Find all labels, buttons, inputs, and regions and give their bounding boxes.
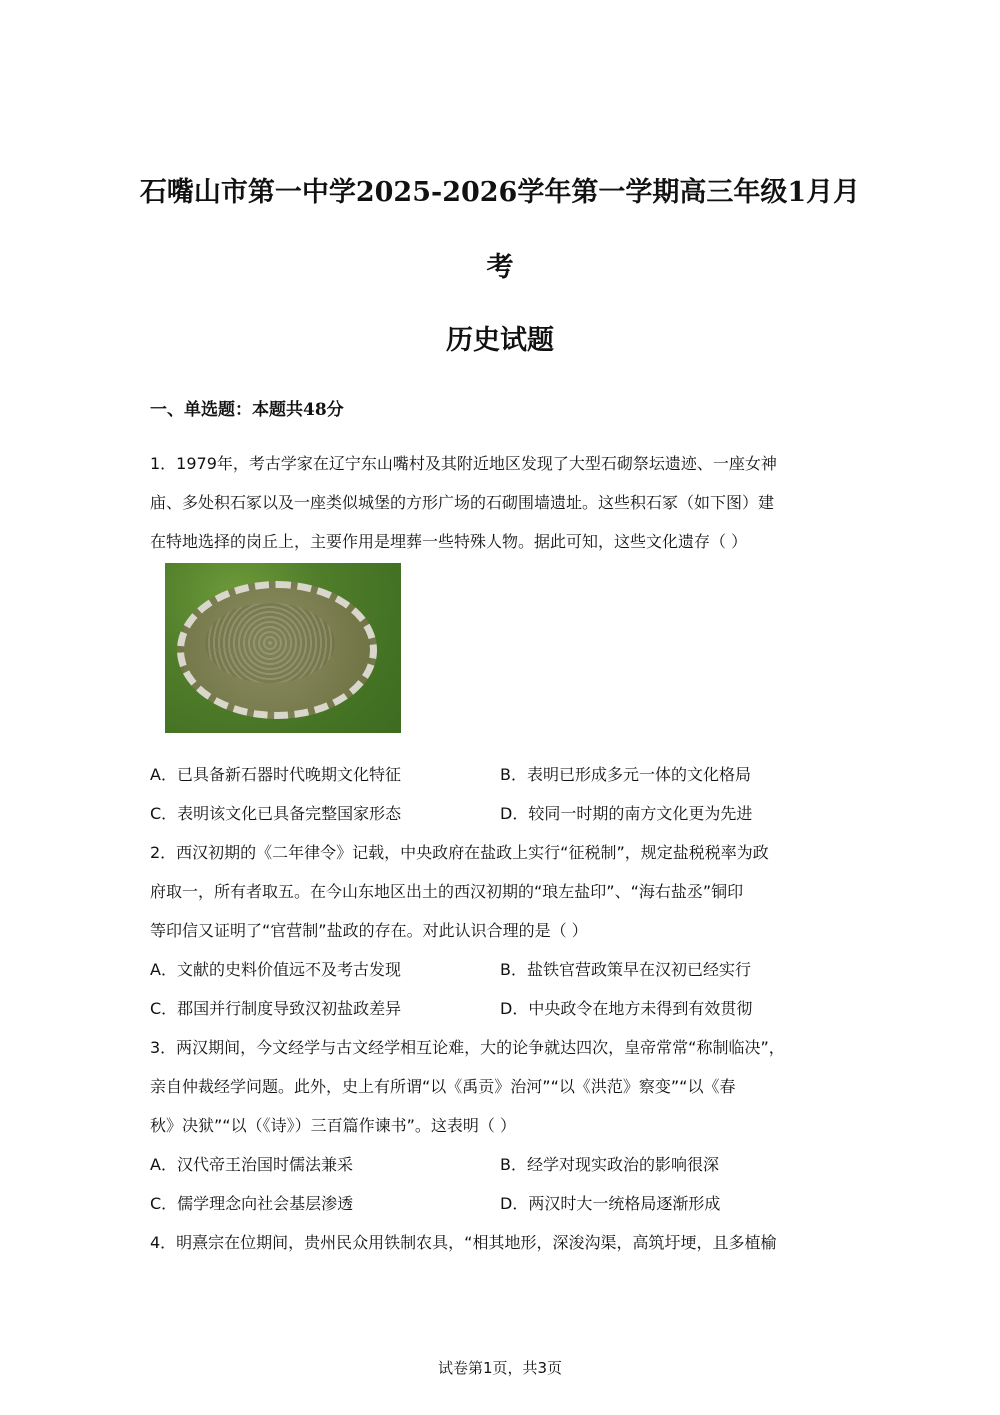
exam-title-line2: 考 [486, 252, 514, 283]
question-1-option-c[interactable]: C．表明该文化已具备完整国家形态 [150, 804, 402, 823]
question-1-line-2: 庙、多处积石冢以及一座类似城堡的方形广场的石砌围墙遗址。这些积石冢（如下图）建 [150, 493, 775, 512]
question-1-option-b[interactable]: B．表明已形成多元一体的文化格局 [500, 765, 751, 784]
question-3-line-2: 亲自仲裁经学问题。此外，史上有所谓“以《禹贡》治河”“以《洪范》察变”“以《春 [150, 1077, 736, 1096]
question-2-line-2: 府取一，所有者取五。在今山东地区出土的西汉初期的“琅左盐印”、“海右盐丞”铜印 [150, 882, 744, 901]
question-2-option-d[interactable]: D．中央政令在地方未得到有效贯彻 [500, 999, 753, 1018]
question-1-line-3: 在特地选择的岗丘上，主要作用是埋葬一些特殊人物。据此可知，这些文化遗存（ ） [150, 532, 748, 551]
question-3-option-b[interactable]: B．经学对现实政治的影响很深 [500, 1155, 719, 1174]
question-2-option-b[interactable]: B．盐铁官营政策早在汉初已经实行 [500, 960, 751, 979]
question-3-line-1: 3．两汉期间，今文经学与古文经学相互论难，大的论争就达四次，皇帝常常“称制临决”， [150, 1038, 785, 1057]
question-3-option-c[interactable]: C．儒学理念向社会基层渗透 [150, 1194, 354, 1213]
question-2-line-1: 2．西汉初期的《二年律令》记载，中央政府在盐政上实行“征税制”，规定盐税税率为政 [150, 843, 769, 862]
question-2-line-3: 等印信又证明了“官营制”盐政的存在。对此认识合理的是（ ） [150, 921, 588, 940]
question-2-option-c[interactable]: C．郡国并行制度导致汉初盐政差异 [150, 999, 402, 1018]
question-4-line-1: 4．明熹宗在位期间，贵州民众用铁制农具，“相其地形，深浚沟渠，高筑圩埂，且多植榆 [150, 1233, 777, 1252]
question-3-option-a[interactable]: A．汉代帝王治国时儒法兼采 [150, 1155, 353, 1174]
question-3-line-3: 秋》决狱”“以（《诗》）三百篇作谏书”。这表明（ ） [150, 1116, 516, 1135]
question-1-option-a[interactable]: A．已具备新石器时代晚期文化特征 [150, 765, 401, 784]
question-3-option-d[interactable]: D．两汉时大一统格局逐渐形成 [500, 1194, 721, 1213]
stone-tomb-photo [165, 563, 401, 733]
subject-title: 历史试题 [446, 325, 554, 356]
section-heading: 一、单选题：本题共48分 [150, 400, 344, 420]
exam-title-line1: 石嘴山市第一中学2025-2026学年第一学期高三年级1月月 [139, 177, 861, 208]
question-1-line-1: 1．1979年，考古学家在辽宁东山嘴村及其附近地区发现了大型石砌祭坛遗迹、一座女神 [150, 454, 777, 473]
question-1-option-d[interactable]: D．较同一时期的南方文化更为先进 [500, 804, 753, 823]
page-footer: 试卷第1页，共3页 [437, 1359, 563, 1377]
question-2-option-a[interactable]: A．文献的史料价值远不及考古发现 [150, 960, 401, 979]
